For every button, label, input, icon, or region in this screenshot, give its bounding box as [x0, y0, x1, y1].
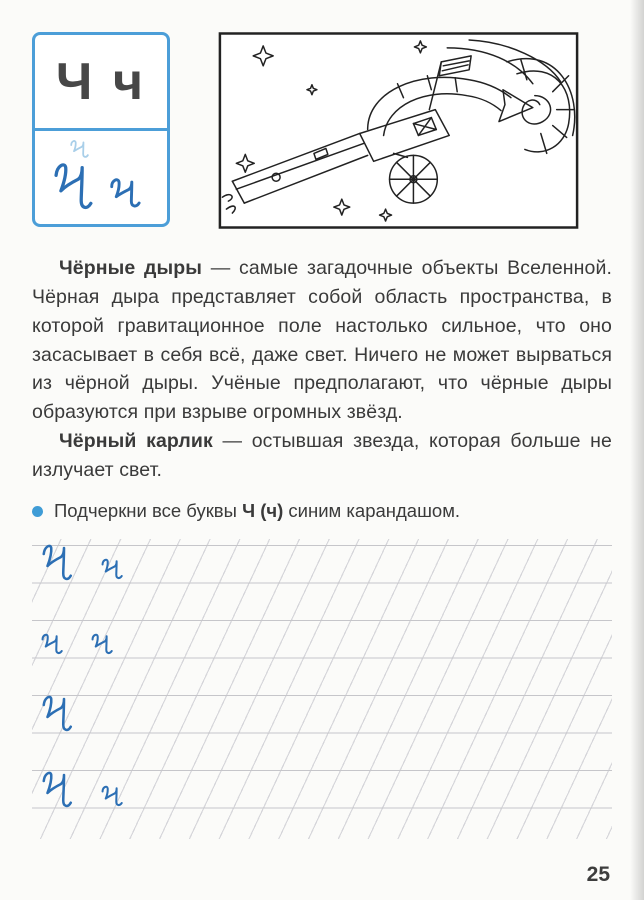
- practice-row-2: [40, 613, 113, 659]
- task-text-after: синим карандашом.: [283, 499, 461, 521]
- paragraph-body: — остывшая звезда, которая больше не излучает свет.: [32, 430, 612, 482]
- cursive-letter: [100, 781, 123, 811]
- body-text: [32, 254, 612, 485]
- task-text-before: Подчеркни все буквы: [54, 499, 243, 521]
- practice-row-3: [40, 689, 73, 735]
- task-text-letters: Ч (ч): [242, 499, 284, 521]
- space-vacuum-illustration: [185, 32, 612, 229]
- letter-card: [32, 32, 170, 229]
- page-number: 25: [586, 863, 610, 886]
- cursive-letter: [40, 539, 73, 584]
- cursive-letter: [108, 172, 141, 214]
- printed-letters: Ч ч: [32, 32, 170, 131]
- cursive-letter-box: [32, 128, 170, 227]
- cursive-letter: [40, 766, 73, 811]
- paragraph-black-holes: [32, 254, 612, 427]
- practice-row-4: [40, 765, 123, 811]
- paragraph-body: — самые загадочные объекты Вселенной. Чёрная дыра представляет собой область пространства, в которой гравитационное поле настолько сильное, что оно засасывает в себя всё, даже свет. Ничего не может вырваться из чёрной дыры. Учёные предполагают, что чёрные дыры образуются при взрыве огромных звёзд.: [32, 257, 612, 424]
- cursive-letter: [51, 156, 94, 214]
- task-bullet-icon: [32, 506, 43, 517]
- illustration-box: [185, 32, 612, 229]
- practice-area: [32, 539, 612, 839]
- paragraph-lead: Чёрные дыры: [59, 257, 203, 279]
- practice-row-1: [40, 538, 123, 584]
- task-text: [54, 500, 460, 522]
- paragraph-lead: Чёрный карлик: [59, 430, 213, 453]
- task-line: [32, 500, 612, 522]
- header-row: [0, 0, 644, 229]
- paragraph-black-dwarf: [32, 427, 612, 485]
- cursive-letters: [51, 156, 141, 214]
- cursive-letter: [40, 629, 63, 659]
- cursive-letter: [40, 690, 73, 735]
- cursive-letter: [90, 629, 113, 659]
- cursive-letter: [100, 554, 123, 584]
